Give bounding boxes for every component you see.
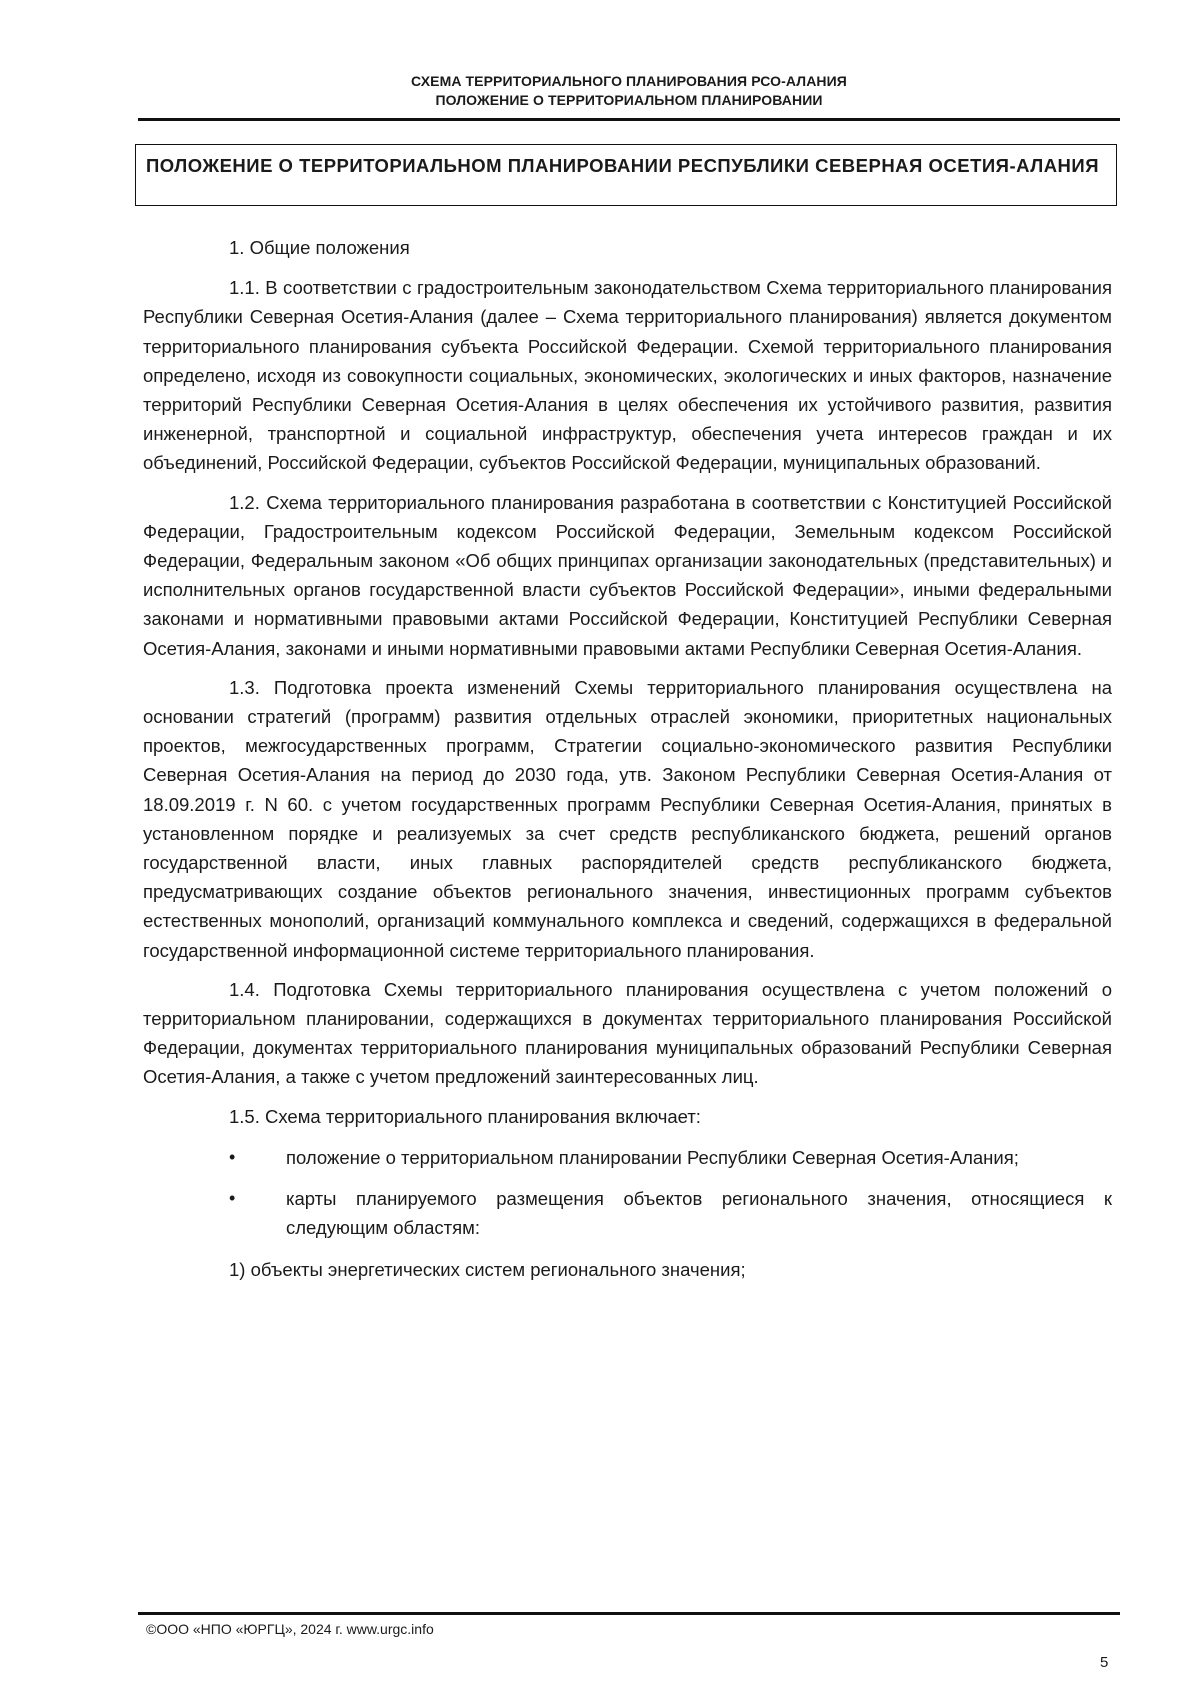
list-item-text: карты планируемого размещения объектов регионального значения, относящиеся к следующим областям: [286, 1188, 1112, 1239]
section-heading: 1. Общие положения [229, 237, 410, 258]
list-item [143, 1184, 1112, 1242]
bullet-icon: • [229, 1188, 236, 1209]
list-item-text: положение о территориальном планировании Республики Северная Осетия-Алания; [286, 1146, 1019, 1168]
numbered-item: 1) объекты энергетических систем регионального значения; [229, 1258, 746, 1280]
title-box [135, 144, 1117, 206]
paragraph-1-4: 1.4. Подготовка Схемы территориального планирования осуществлена с учетом положений о территориальном планировании, содержащихся в документах территориального планирования Российской Федерации, документах территориального планирования муниципальных образований Республики Северная Осетия-Алания, а также с учетом предложений заинтересованных лиц. [143, 978, 1112, 1088]
bullet-icon: • [229, 1146, 236, 1167]
list-intro: 1.5. Схема территориального планирования включает: [229, 1105, 701, 1127]
page-number: 5 [1100, 1654, 1109, 1671]
list-item [143, 1143, 1112, 1172]
footer-divider [138, 1612, 1120, 1615]
paragraph-1-2: 1.2. Схема территориального планирования разработана в соответствии с Конституцией Российской Федерации, Градостроительным кодексом Российской Федерации, Земельным кодексом Российской Федерации, Федеральным законом «Об общих принципах организации законодательных (представительных) и исполнительных органов государственной власти субъектов Российской Федерации», иными федеральными законами и нормативными правовыми актами Российской Федерации, Конституцией Республики Северная Осетия-Алания, законами и иными нормативными правовыми актами Республики Северная Осетия-Алания. [143, 491, 1112, 659]
footer-copyright: ©ООО «НПО «ЮРГЦ», 2024 г. www.urgc.info [146, 1621, 434, 1637]
page-header [138, 72, 1120, 110]
paragraph-1-1: 1.1. В соответствии с градостроительным законодательством Схема территориального планирования Республики Северная Осетия-Алания (далее – Схема территориального планирования) является документом территориального планирования субъекта Российской Федерации. Схемой территориального планирования определено, исходя из совокупности социальных, экономических, экологических и иных факторов, назначение территорий Республики Северная Осетия-Алания в целях обеспечения их устойчивого развития, развития инженерной, транспортной и социальной инфраструктур, обеспечения учета интересов граждан и их объединений, Российской Федерации, субъектов Российской Федерации, муниципальных образований. [143, 277, 1112, 474]
bullet-list [143, 1143, 1112, 1243]
document-body [143, 233, 1112, 1284]
document-title: ПОЛОЖЕНИЕ О ТЕРРИТОРИАЛЬНОМ ПЛАНИРОВАНИИ РЕСПУБЛИКИ СЕВЕРНАЯ ОСЕТИЯ-АЛАНИЯ [146, 155, 1100, 176]
header-line-2: ПОЛОЖЕНИЕ О ТЕРРИТОРИАЛЬНОМ ПЛАНИРОВАНИИ [435, 92, 823, 108]
header-line-1: СХЕМА ТЕРРИТОРИАЛЬНОГО ПЛАНИРОВАНИЯ РСО-АЛАНИЯ [411, 73, 847, 89]
header-divider [138, 118, 1120, 121]
paragraph-1-3: 1.3. Подготовка проекта изменений Схемы территориального планирования осуществлена на основании стратегий (программ) развития отдельных отраслей экономики, приоритетных национальных проектов, межгосударственных программ, Стратегии социально-экономического развития Республики Северная Осетия-Алания на период до 2030 года, утв. Законом Республики Северная Осетия-Алания от 18.09.2019 г. N 60. с учетом государственных программ Республики Северная Осетия-Алания, принятых в установленном порядке и реализуемых за счет средств республиканского бюджета, решений органов государственной власти, иных главных распорядителей средств республиканского бюджета, предусматривающих создание объектов регионального значения, инвестиционных программ субъектов естественных монополий, организаций коммунального комплекса и сведений, содержащихся в федеральной государственной информационной системе территориального планирования. [143, 676, 1112, 961]
